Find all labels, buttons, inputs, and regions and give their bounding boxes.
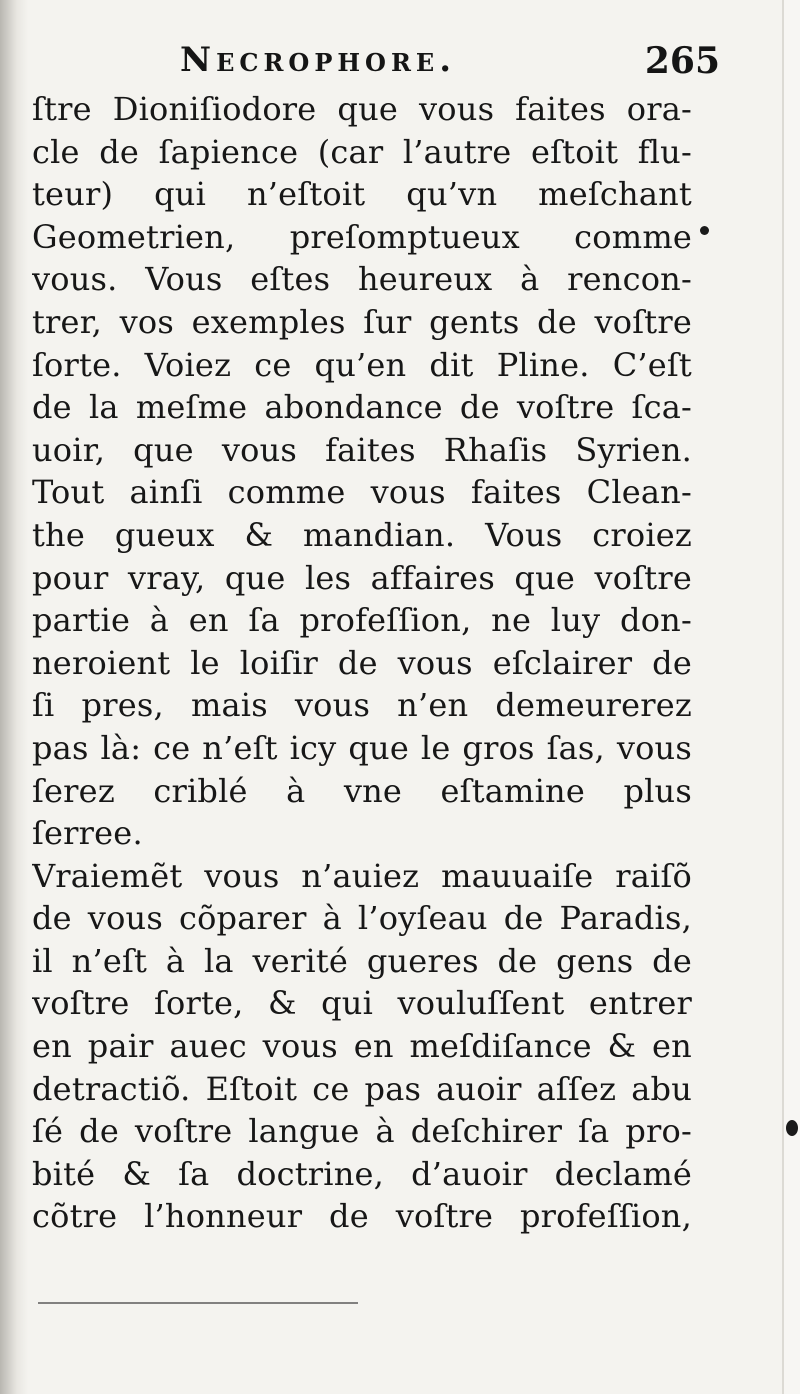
text-line: cle de ſapience (car l’autre eſtoit flu-: [32, 132, 692, 171]
text-line: de la meſme abondance de voſtre ſca-: [32, 388, 692, 427]
gutter-shadow: [0, 0, 28, 1394]
text-line: partie à en ſa profeſſion, ne luy don-: [32, 601, 692, 640]
text-line: Tout ainſi comme vous faites Clean-: [32, 473, 692, 512]
text-line: cõtre l’honneur de voſtre profeſſion,: [32, 1197, 692, 1236]
text-line: trer, vos exemples ſur gents de voſtre: [32, 302, 692, 341]
running-title: Necrophore.: [180, 40, 457, 80]
text-line: detractiõ. Eſtoit ce pas auoir aſſez abu: [32, 1069, 692, 1108]
text-line: pas là: ce n’eſt icy que le gros ſas, vous: [32, 728, 692, 767]
text-line: neroient le loiſir de vous eſclairer de: [32, 643, 692, 682]
ink-spot: [700, 226, 709, 235]
text-line: Vraiemẽt vous n’auiez mauuaiſe raiſõ: [32, 856, 692, 895]
text-line: ſi pres, mais vous n’en demeurerez: [32, 686, 692, 725]
text-line: ſerree.: [32, 814, 143, 853]
page-number: 265: [644, 40, 720, 82]
text-line: Geometrien, preſomptueux comme: [32, 217, 692, 256]
text-line: ſorte. Voiez ce qu’en dit Pline. C’eſt: [32, 345, 692, 384]
text-line: pour vray, que les affaires que voſtre: [32, 558, 692, 597]
underline-mark: [38, 1302, 358, 1304]
text-line: ſé de voſtre langue à deſchirer ſa pro-: [32, 1112, 692, 1151]
text-line: en pair auec vous en meſdiſance & en: [32, 1027, 692, 1066]
ink-spot: [786, 1120, 798, 1136]
text-line: ſtre Dioniſiodore que vous faites ora-: [32, 90, 692, 128]
text-line: bité & ſa doctrine, d’auoir declamé: [32, 1154, 692, 1193]
text-line: uoir, que vous faites Rhaſis Syrien.: [32, 430, 692, 469]
text-line: vous. Vous eſtes heureux à rencon-: [32, 260, 692, 299]
text-line: the gueux & mandian. Vous croiez: [32, 515, 692, 554]
text-line: de vous cõparer à l’oyſeau de Paradis,: [32, 899, 692, 938]
text-line: voſtre ſorte, & qui vouluſſent entrer: [32, 984, 692, 1023]
text-line: teur) qui n’eſtoit qu’vn meſchant: [32, 175, 692, 214]
body-text: [32, 88, 692, 1238]
running-head: [180, 38, 720, 88]
text-line: ſerez criblé à vne eſtamine plus: [32, 771, 692, 810]
text-line: il n’eſt à la verité gueres de gens de: [32, 941, 692, 980]
